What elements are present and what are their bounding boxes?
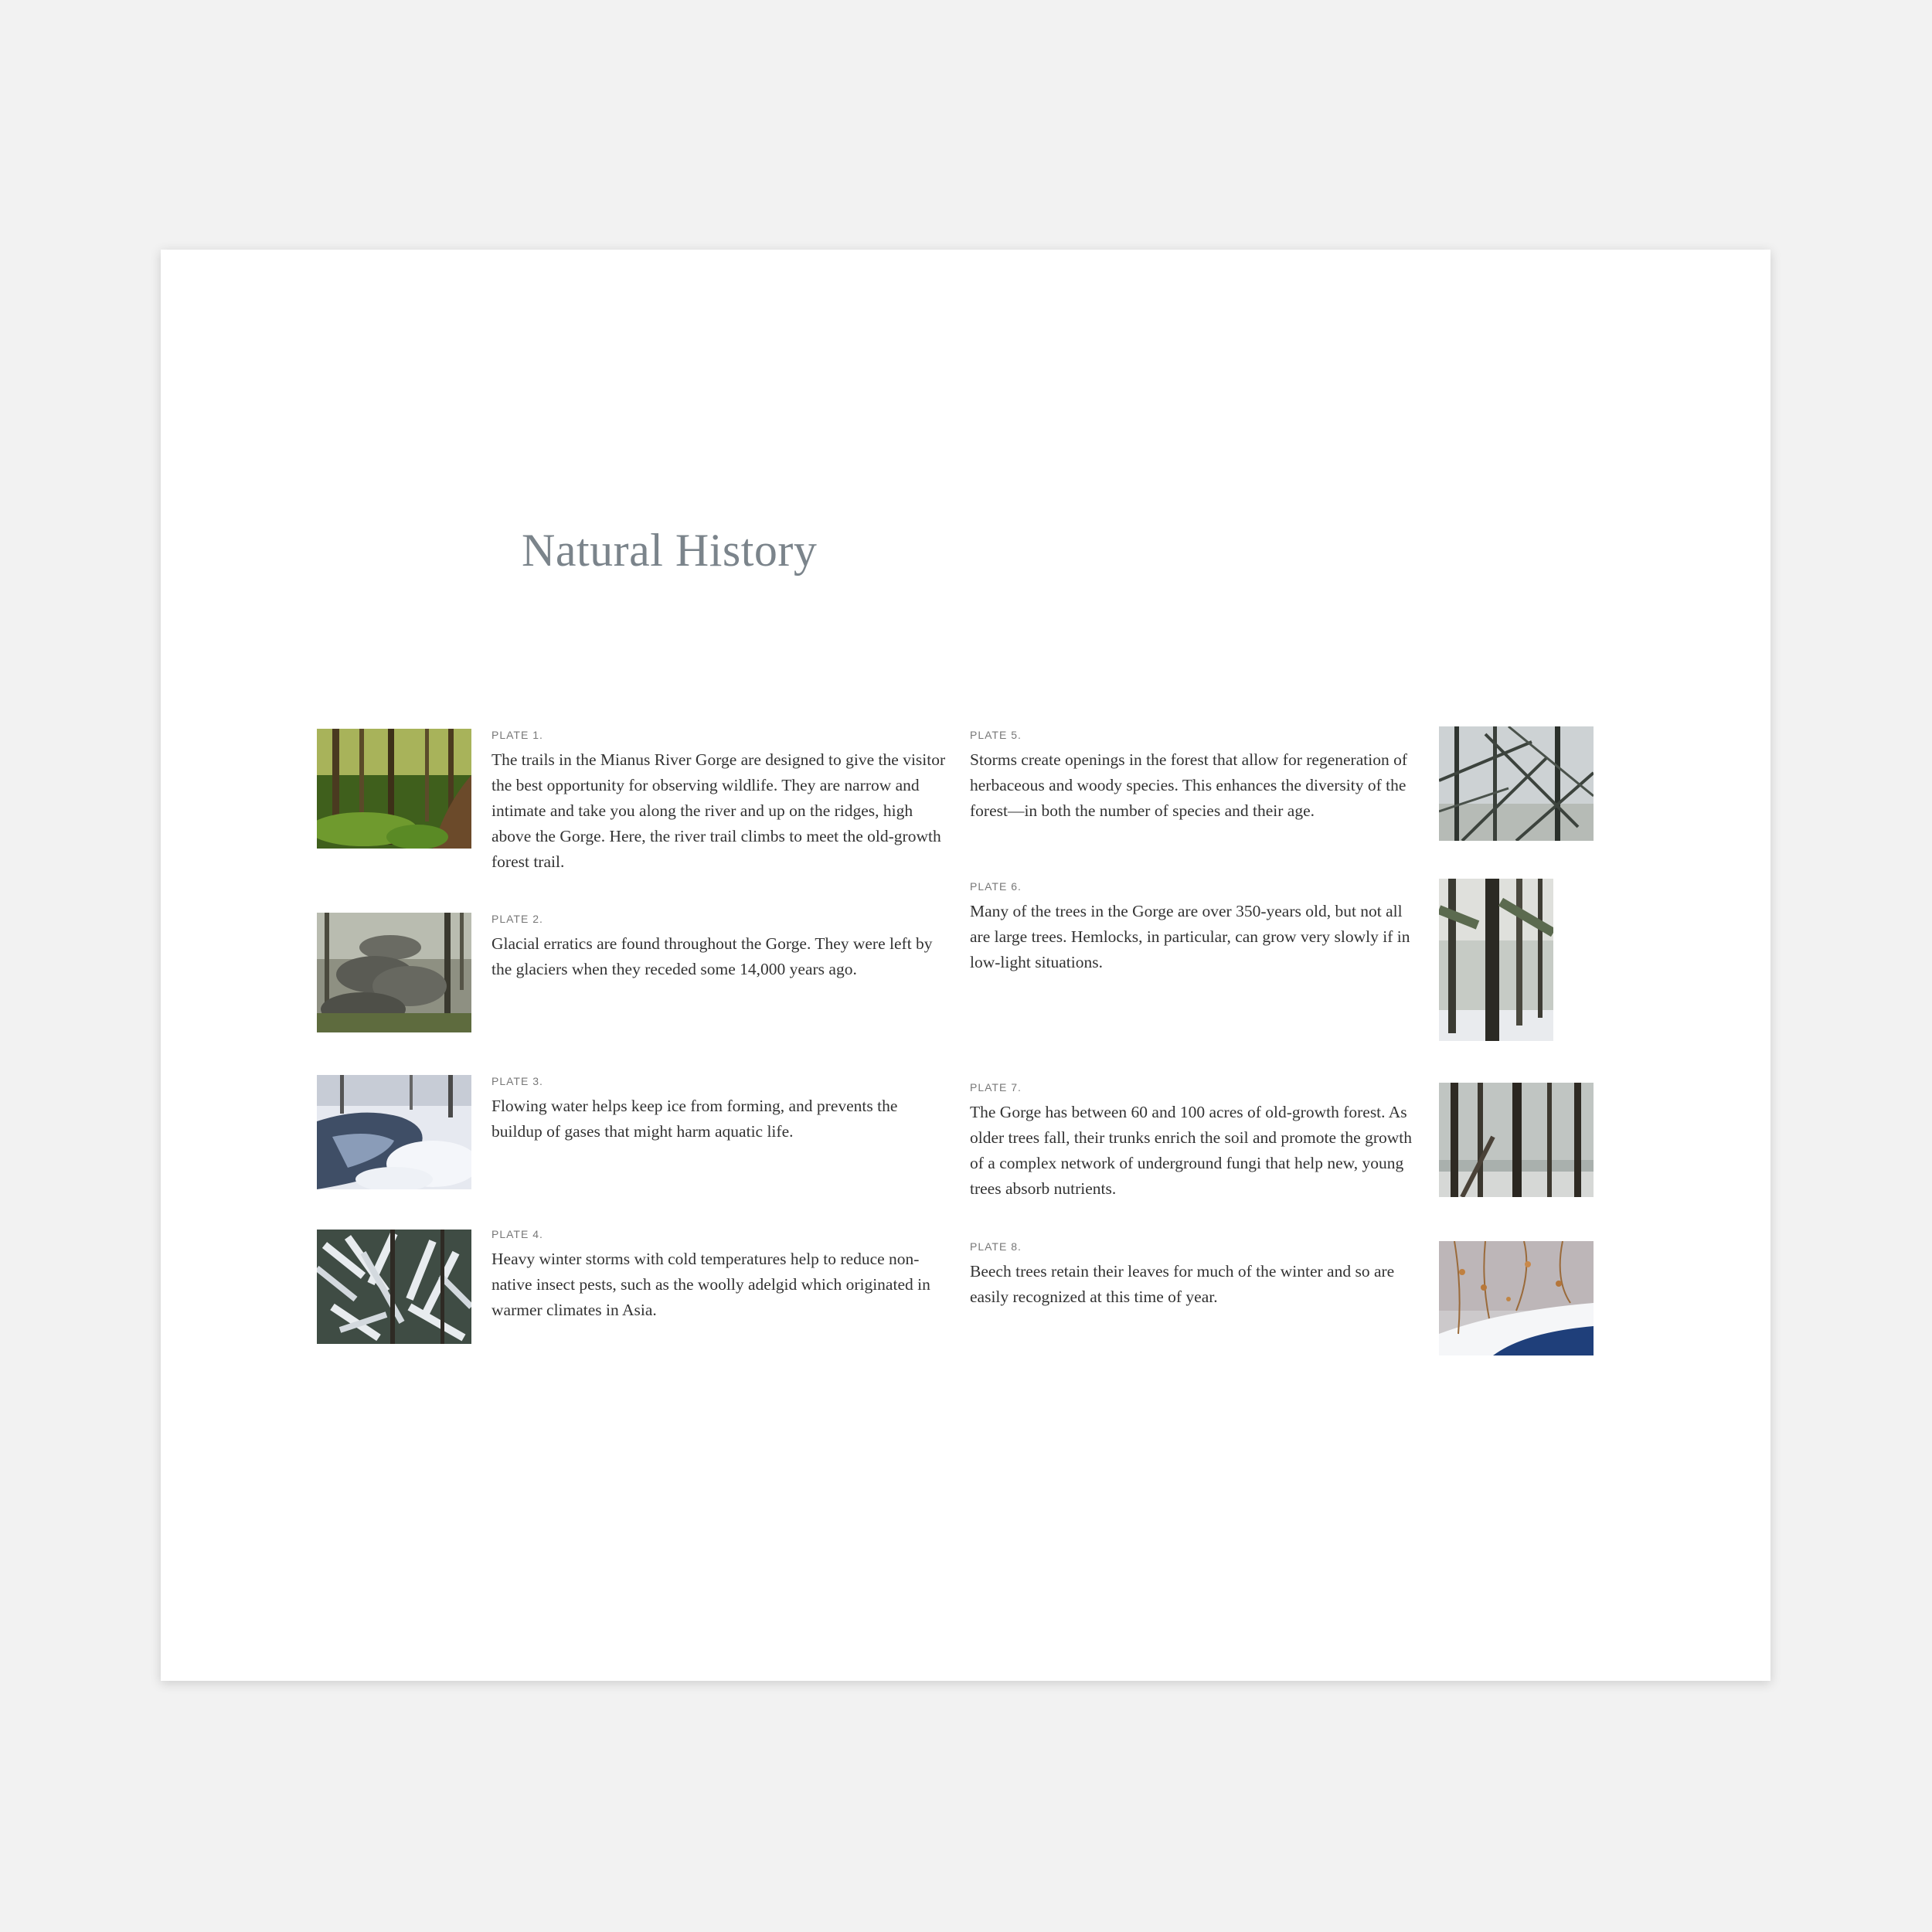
plate-3-entry [492, 1073, 947, 1145]
plate-4-photo [317, 1230, 471, 1344]
plate-6-photo [1439, 879, 1553, 1041]
plate-1-entry [492, 727, 947, 875]
plate-4-text: Heavy winter storms with cold temperatures help to reduce non-native insect pests, such as the woolly adelgid which originated in warmer climates in Asia. [492, 1250, 930, 1319]
plate-2-text: Glacial erratics are found throughout the Gorge. They were left by the glaciers when they receded some 14,000 years ago. [492, 934, 933, 978]
page-title: Natural History [522, 525, 818, 576]
plate-4-label: PLATE 4. [492, 1228, 543, 1240]
plate-6-text: Many of the trees in the Gorge are over 350-years old, but not all are large trees. Hemlocks, in particular, can grow very slowly if in low-light situations. [970, 902, 1410, 971]
plate-8-label: PLATE 8. [970, 1240, 1022, 1253]
plate-7-photo [1439, 1083, 1594, 1197]
plate-8-entry [970, 1239, 1422, 1310]
plate-7-entry [970, 1080, 1422, 1202]
plate-1-text: The trails in the Mianus River Gorge are designed to give the visitor the best opportunity for observing wildlife. They are narrow and intimate and take you along the river and up on the ridges, high above the Gorge. Here, the river trail climbs to meet the old-growth forest trail. [492, 750, 946, 871]
plate-8-photo [1439, 1241, 1594, 1355]
plate-3-photo [317, 1075, 471, 1189]
plate-5-entry [970, 727, 1422, 824]
plate-5-photo [1439, 726, 1594, 841]
plate-6-entry [970, 879, 1422, 975]
plate-5-label: PLATE 5. [970, 729, 1022, 741]
plate-2-label: PLATE 2. [492, 913, 543, 925]
plate-4-entry [492, 1226, 947, 1323]
document-page [161, 250, 1770, 1681]
plate-5-text: Storms create openings in the forest that allow for regeneration of herbaceous and woody species. This enhances the diversity of the forest—in both the number of species and their age. [970, 750, 1407, 820]
plate-2-photo [317, 913, 471, 1032]
plate-3-text: Flowing water helps keep ice from forming, and prevents the buildup of gases that might harm aquatic life. [492, 1097, 898, 1141]
plate-7-label: PLATE 7. [970, 1081, 1022, 1094]
plate-1-label: PLATE 1. [492, 729, 543, 741]
plate-7-text: The Gorge has between 60 and 100 acres of old-growth forest. As older trees fall, their trunks enrich the soil and promote the growth of a complex network of underground fungi that help new, young trees absorb nutrients. [970, 1103, 1412, 1198]
plate-6-label: PLATE 6. [970, 880, 1022, 893]
plate-1-photo [317, 729, 471, 849]
plate-3-label: PLATE 3. [492, 1075, 543, 1087]
plate-8-text: Beech trees retain their leaves for much of the winter and so are easily recognized at this time of year. [970, 1262, 1395, 1306]
plate-2-entry [492, 911, 947, 982]
